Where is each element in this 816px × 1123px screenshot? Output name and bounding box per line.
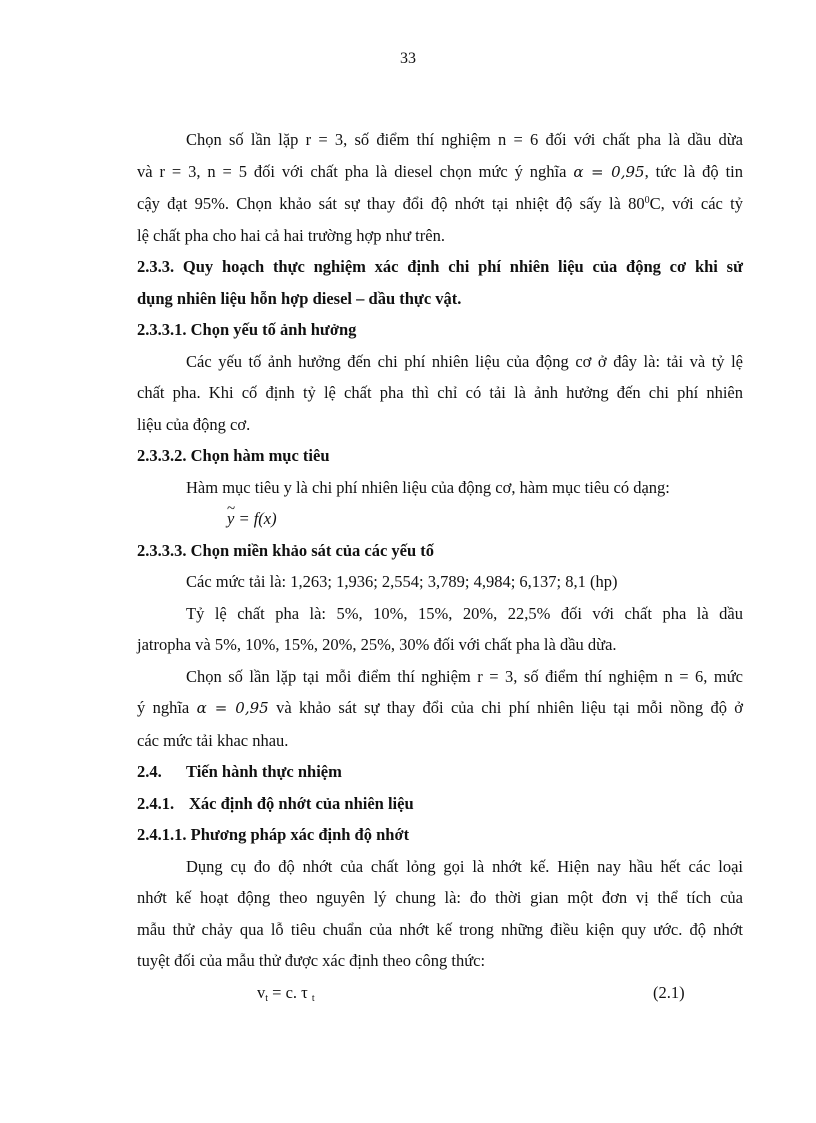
section-heading-2-3-3-3: 2.3.3.3. Chọn miền khảo sát của các yếu tố [137,540,435,560]
formula-rest: = f(x) [234,509,277,528]
heading-text: Xác định độ nhớt của nhiên liệu [189,793,414,813]
text-run: C, với các tỷ [649,194,743,213]
text-line: nhớt kế hoạt động theo nguyên lý chung là: đo thời gian một đơn vị thể tích của [137,888,743,907]
paragraph-replicates-2 [137,661,743,757]
heading-text: Tiến hành thực nhiệm [186,762,342,781]
text-line: Các yếu tố ảnh hưởng đến chi phí nhiên liệu của động cơ ở đây là: tải và tỷ lệ [186,351,743,371]
eq-subscript: t [311,992,315,1004]
eq-symbol: v [257,982,266,1002]
text-run: và khảo sát sự thay đổi của chi phí nhiên liệu tại mỗi nồng độ ở [276,698,744,717]
section-heading-2-3-3-2: 2.3.3.2. Chọn hàm mục tiêu [137,446,330,465]
text-line: Chọn số lần lặp tại mỗi điểm thí nghiệm r = 3, số điểm thí nghiệm n = 6, mức [186,666,743,686]
text-line: mẫu thử chảy qua lỗ tiêu chuẩn của nhớt kế trong những điều kiện quy ước. độ nhớt [137,919,743,939]
text-line: jatropha và 5%, 10%, 15%, 20%, 25%, 30% đối với chất pha là dầu dừa. [137,635,617,654]
paragraph-objective: Hàm mục tiêu y là chi phí nhiên liệu của động cơ, hàm mục tiêu có dạng: [186,477,670,497]
section-heading-2-4-1-1: 2.4.1.1. Phương pháp xác định độ nhớt [137,825,410,844]
text-run: cậy đạt 95%. Chọn khảo sát sự thay đổi độ nhớt tại nhiệt độ sấy là 80 [137,194,645,213]
text-line [137,156,743,189]
text-line [137,188,743,220]
text-line: tuyệt đối của mẫu thử được xác định theo công thức: [137,951,486,970]
section-heading-2-3-3 [137,251,743,314]
section-heading-2-3-3-1: 2.3.3.1. Chọn yếu tố ảnh hưởng [137,320,357,339]
text-line: Chọn số lần lặp r = 3, số điểm thí nghiệm n = 6 đối với chất pha là dầu dừa [186,130,743,149]
objective-formula [137,503,743,535]
text-line: chất pha. Khi cố định tỷ lệ chất pha thì chỉ có tải là ảnh hưởng đến chi phí nhiên [137,383,743,402]
alpha-formula: α = 0,95 [573,162,645,181]
text-line [137,692,743,725]
paragraph-blend-ratios [137,598,743,661]
text-run: , tức là độ tin [644,161,743,181]
heading-line: dụng nhiên liệu hỗn hợp diesel – dầu thực vật. [137,288,462,308]
text-line: Dụng cụ đo độ nhớt của chất lỏng gọi là nhớt kế. Hiện nay hầu hết các loại [186,856,743,876]
section-heading-2-4 [137,756,743,788]
section-heading-2-4-1 [137,788,743,820]
heading-line: 2.3.3. Quy hoạch thực nghiệm xác định chi phí nhiên liệu của động cơ khi sử [137,257,743,276]
paragraph-replicates [137,124,743,251]
eq-body: = c. τ [268,982,312,1002]
text-line: các mức tải khac nhau. [137,730,289,750]
viscosity-equation [257,977,315,1009]
paragraph-viscometer [137,851,743,977]
equation-number: (2.1) [653,982,685,1002]
heading-number: 2.4.1. [137,793,175,813]
paragraph-load-levels: Các mức tải là: 1,263; 1,936; 2,554; 3,789; 4,984; 6,137; 8,1 (hp) [186,572,618,591]
heading-number: 2.4. [137,762,162,781]
alpha-formula: α = 0,95 [196,699,269,717]
text-run: và r = 3, n = 5 đối với chất pha là diesel chọn mức ý nghĩa [137,161,567,181]
text-run: ý nghĩa [137,698,190,717]
page-body [137,124,743,1008]
text-line: liệu của động cơ. [137,414,251,434]
eq-subscript: t [265,992,269,1004]
degree-superscript: 0 [644,195,650,206]
text-line: lệ chất pha cho hai cả hai trường hợp như trên. [137,225,445,245]
text-line: Tỷ lệ chất pha là: 5%, 10%, 15%, 20%, 22,5% đối với chất pha là dầu [186,603,743,623]
equation-2-1 [137,977,743,1009]
y-tilde: ~ y [227,503,234,535]
page-number: 33 [400,50,416,67]
paragraph-factors [137,346,743,441]
